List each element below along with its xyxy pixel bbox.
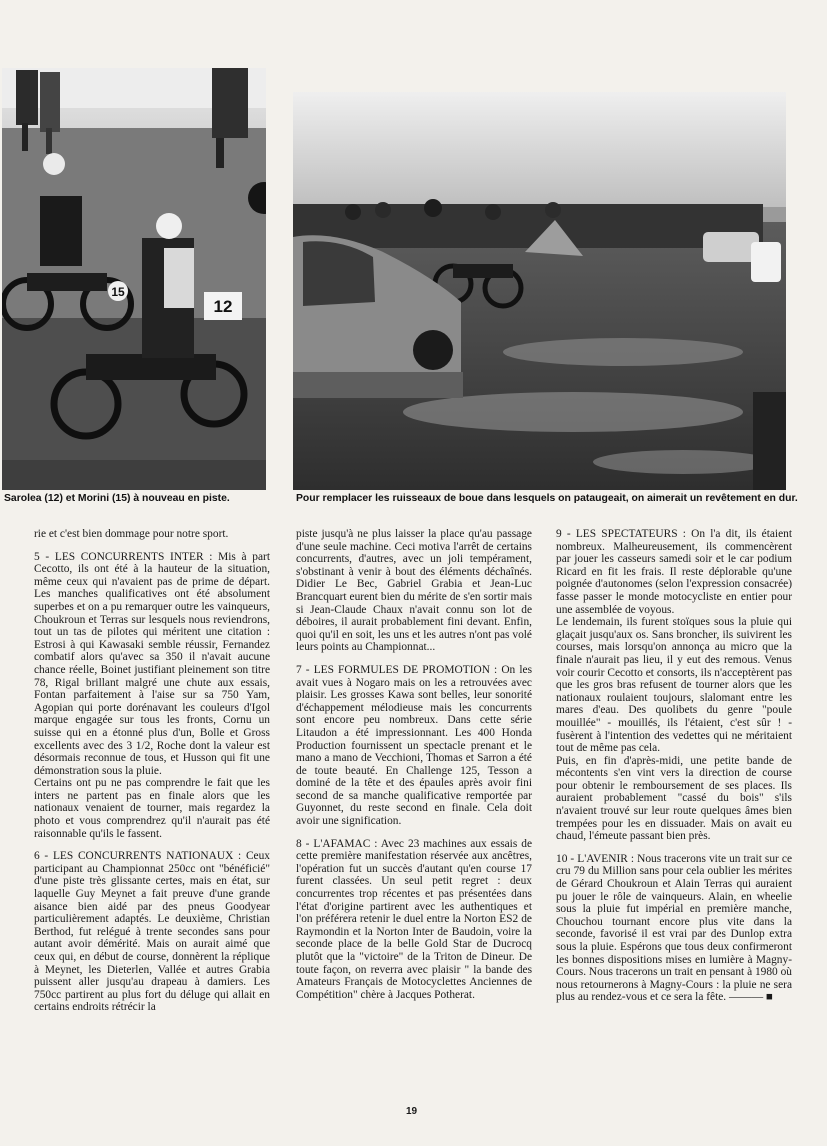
article-column-2 [296,528,532,1001]
plate-number-12: 12 [213,297,233,316]
photo-caption-left: Sarolea (12) et Morini (15) à nouveau en piste. [4,493,230,504]
plate-number-15: 15 [111,285,125,299]
page-number: 19 [406,1106,418,1117]
section-afamac: 8 - L'AFAMAC : Avec 23 machines aux essais de cette première manifestation réservée aux ancêtres, l'opération fut un succès d'autant qu'en course 17 furent classées. Un seul petit regret : deux concurrentes trop récentes et pas présentées dans l'état d'origine partirent avec les authentiques et l'on préférera retenir le duel entre la Norton ES2 de Raymondin et la Norton Inter de Baudoin, voire la seconde place de la belle Gold Star de Ducrocq plutôt que la "victoire" de la Triton de Dineur. De toute façon, on reverra avec plaisir " la bande des Amateurs Français de Motocyclettes Anciennes de Compétition" chère à Jacques Potherat. [296,837,532,1001]
photo-caption-right: Pour remplacer les ruisseaux de boue dans lesquels on pataugeait, on aimerait un revêtement en dur. [296,493,798,504]
section-formules-promotion: 7 - LES FORMULES DE PROMOTION : On les avait vues à Nogaro mais on les a retrouvées avec plaisir. Les grosses Kawa sont belles, leur sonorité d'échappement mélodieuse mais les concurrents sont encore peu nombreux. Dans cette série Litaudon a été impressionnant. Les 400 Honda Production fournissent un spectacle prenant et le mano a mano de Vecchioni, Thomas et Sarron a été de toute beauté. En Challenge 125, Tesson a dominé de la tête et des épaules après avoir fini second de sa manche qualificative remportée par Guyonnet, du reste second en finale. Cela doit avoir une signification. [296,663,532,828]
photo-racers [2,68,266,490]
article-column-3 [556,528,792,1004]
article-column-1 [34,528,270,1014]
photo-muddy-paddock-image [293,92,786,490]
paragraph-750cc-race: piste jusqu'à ne plus laisser la place qu'au passage d'une seule machine. Ceci motiva l'arrêt de certains concurrents, d'autres, avec un joli tempérament, s'obstinant à venir à bout des éléments déchaînés. Didier Le Bec, Gabriel Grabia et Jean-Luc Brancquart eurent bien du mérite de s'en sortir mais si Jean-Claude Chaux n'avait connu son lot de déboires, il aurait probablement fini devant. Enfin, quoi qu'il en soit, les uns et les autres n'ont pas volé leurs points au Championnat... [296,528,532,654]
paragraph-continuation: rie et c'est bien dommage pour notre sport. [34,528,229,540]
section-concurrents-inter: 5 - LES CONCURRENTS INTER : Mis à part Cecotto, ils ont été à la hauteur de la situation, même ceux qui n'avaient pas de prime de départ. Les manches qualificatives ont été absolument superbes et on a pu remarquer outre les vainqueurs, Choukroun et Terras sur lesquels nous reviendrons, tout un tas de pilotes qui méritent une citation : Estrosi à qui Kawasaki semble réussir, Fernandez combatif alors qu'avec sa 350 il n'avait aucune chance réelle, Boinet justifiant pleinement son titre 78, Rigal brillant malgré une chute aux essais, Fontan parfaitement à l'aise sur sa 750 Yam, Agopian qui porte dorénavant les couleurs d'Igol marque engagée sur tous les fronts, Cornu un suisse qui en a étonné plus d'un, Bolle et Gross excellents avec des 3 1/2, Roche dont la valeur est désormais reconnue de tous, et Husson qui fit une démonstration sous la pluie. [34,550,270,777]
section-avenir: 10 - L'AVENIR : Nous tracerons vite un trait sur ce cru 79 du Million sans pour cela oublier les mérites de Gérard Choukroun et Alain Terras qui auraient pu jouer le rôle de vainqueurs. Alain, en wheelie sous la pluie fut impérial en première manche, Chouchou tournant encore plus vite dans la seconde, favorisé il est vrai par des Dunlop extra sous la pluie. Espérons que tous deux confirmeront les bonnes dispositions mises en lumière à Magny-Cours. Nous tracerons un trait en pensant à 1980 où nous retournerons à Magny-Cours : la pluie ne sera plus au rendez-vous et ce sera la fête. ——— ■ [556,852,792,1004]
section-concurrents-nationaux: 6 - LES CONCURRENTS NATIONAUX : Ceux participant au Championnat 250cc ont "bénéficié" d'une piste très glissante certes, mais en état, sur laquelle Guy Meynet a fait preuve d'une grande aisance bien aidé par des pneus Goodyear particulièrement adaptés. Le deuxième, Christian Berthod, fut relégué à trente secondes sans pour autant avoir démérité. Mais on aurait aimé que ceux qui, en début de course, donnèrent la réplique à Meynet, les Dieterlen, Vallée et autres Grabia puissent aller jusqu'au drapeau à damiers. Les 750cc partirent au plus fort du déluge qui allait en certains endroits rétrécir la [34,850,270,1014]
photo-muddy-paddock [293,92,786,490]
paragraph-fin-apres-midi: Puis, en fin d'après-midi, une petite bande de mécontents s'en vint vers la direction de course pour obtenir le remboursement de ses places. Ils auraient probablement "cassé du bois" s'ils n'avaient trouvé sur leur route quelques âmes bien trempées pour les en dissuader. Mais on avait eu chaud, l'émeute passant bien près. [556,754,792,843]
paragraph-finale-explanation: Certains ont pu ne pas comprendre le fait que les inters ne partent pas en finale alors que les nationaux venaient de tourner, mais regardez la photo et vous comprendrez qu'il n'aurait pas été raisonnable qu'ils le fassent. [34,777,270,840]
photo-racers-image [2,68,266,490]
section-spectateurs: 9 - LES SPECTATEURS : On l'a dit, ils étaient nombreux. Malheureusement, ils commencèrent par jouer les casseurs samedi soir et le car podium Ricard en fit les frais. Il reste déplorable qu'une poignée d'autonomes (selon l'expression consacrée) fasse passer le monde motocycliste en entier pour une assemblée de voyous. [556,528,792,616]
paragraph-lendemain: Le lendemain, ils furent stoïques sous la pluie qui glaçait jusqu'aux os. Sans broncher, ils suivirent les courses, mais lorsqu'on annonça au micro que la finale n'aurait pas lieu, il y eut des remous. Venus voir courir Cecotto et consorts, ils n'acceptèrent pas que les gros bras refusent de tourner alors que les nationaux roulaient toujours, slalomant entre les mares d'eau. Des quolibets du genre "poule mouillée" - mouillés, ils l'étaient, c'est sûr ! - fusèrent à l'intention des vedettes qui ne méritaient tout de même pas cela. [556,616,792,755]
